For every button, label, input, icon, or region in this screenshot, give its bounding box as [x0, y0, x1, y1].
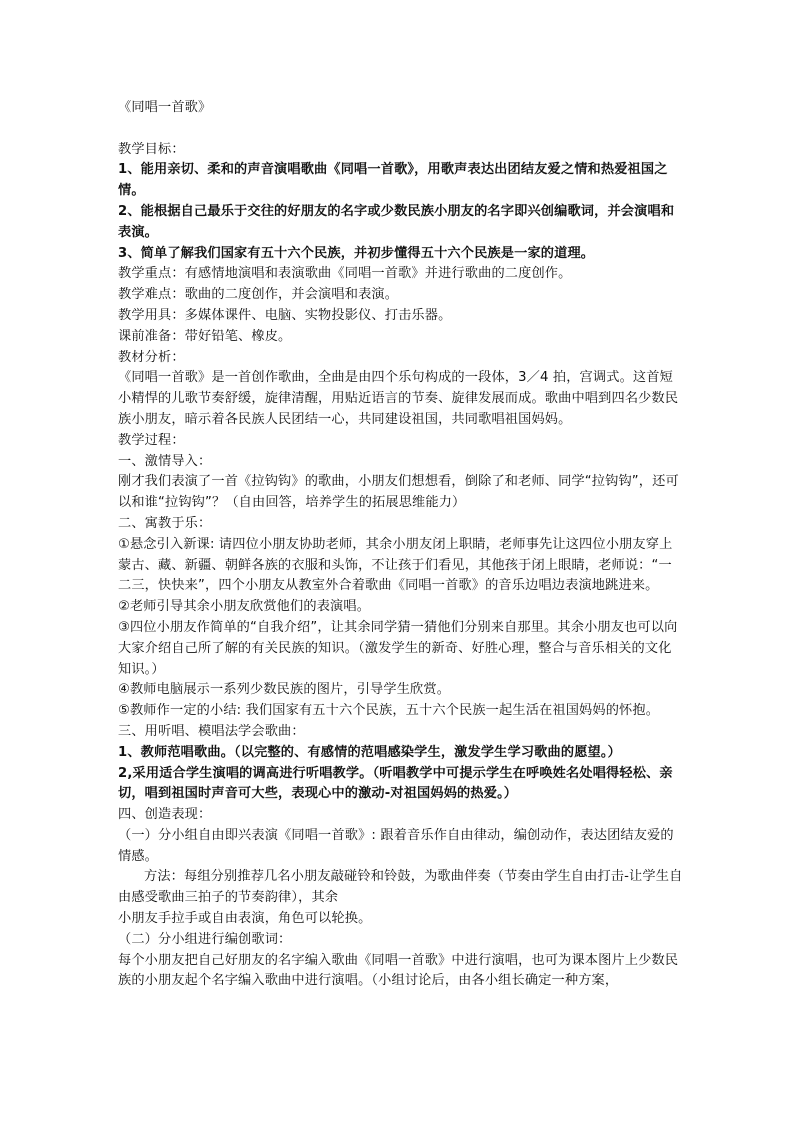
- step-2-item-4: ④教师电脑展示一系列少数民族的图片，引导学生欣赏。: [118, 682, 451, 698]
- step-4-part-2-text: 每个小朋友把自己好朋友的名字编入歌曲《同唱一首歌》中进行演唱，也可为课本图片上少数民族的小朋友起个名字编入歌曲中进行演唱。（小组讨论后，由各小组长确定一种方案，: [118, 952, 679, 989]
- step-2-item-2: ②老师引导其余小朋友欣赏他们的表演唱。: [118, 599, 371, 615]
- step-1-heading: 一、激情导入：: [118, 453, 212, 469]
- step-4-part-2: （二）分小组进行编创歌词：: [118, 931, 292, 947]
- objective-3: 3、简单了解我们国家有五十六个民族，并初步懂得五十六个民族是一家的道理。: [118, 245, 595, 261]
- step-3-item-1: 1、教师范唱歌曲。（以完整的、有感情的范唱感染学生，激发学生学习歌曲的愿望。）: [118, 744, 621, 760]
- objective-2: 2、能根据自己最乐于交往的好朋友的名字或少数民族小朋友的名字即兴创编歌词，并会演唱和表演。: [118, 203, 675, 240]
- class-preparation: 课前准备：带好铅笔、橡皮。: [118, 328, 292, 344]
- teaching-focus: 教学重点：有感情地演唱和表演歌曲《同唱一首歌》并进行歌曲的二度创作。: [118, 266, 572, 282]
- section-heading-material-analysis: 教材分析：: [118, 349, 185, 365]
- teaching-difficulty: 教学难点：歌曲的二度创作，并会演唱和表演。: [118, 287, 399, 303]
- step-2-item-3: ③四位小朋友作简单的“自我介绍”，让其余同学猜一猜他们分别来自那里。其余小朋友也可以向大家介绍自己所了解的有关民族的知识。（激发学生的新奇、好胜心理，整合与音乐相关的文化知识。）: [118, 619, 678, 677]
- section-heading-process: 教学过程：: [118, 432, 185, 448]
- material-analysis-text: 《同唱一首歌》是一首创作歌曲，全曲是由四个乐句构成的一段体，3／4 拍，宫调式。这首短小精悍的儿歌节奏舒缓，旋律清醒，用贴近语言的节奏、旋律发展而成。歌曲中唱到四名少数民族小朋友，暗示着各民族人民团结一心，共同建设祖国，共同歌唱祖国妈妈。: [118, 370, 679, 427]
- section-heading-objectives: 教学目标：: [118, 141, 185, 157]
- step-4-part-1: （一）分小组自由即兴表演《同唱一首歌》: 跟着音乐作自由律动，编创动作，表达团结友爱的情感。: [118, 827, 674, 864]
- step-2-item-1: ①悬念引入新课: 请四位小朋友协助老师，其余小朋友闭上职睛，老师事先让这四位小朋友穿上蒙古、藏、新疆、朝鲜各族的衣服和头饰，不让孩于们看见，其他孩于闭上眼睛，老师说：“一二三，快快来”，四个小朋友从教室外合着歌曲《同唱一首歌》的音乐边唱边表演地跳进来。: [118, 536, 673, 594]
- step-2-item-5: ⑤教师作一定的小结: 我们国家有五十六个民族，五十六个民族一起生活在祖国妈妈的怀抱。: [118, 703, 660, 719]
- step-2-heading: 二、寓教于乐：: [118, 515, 212, 531]
- step-4-heading: 四、创造表现：: [118, 807, 212, 823]
- step-3-item-2: 2,采用适合学生演唱的调高进行听唱教学。（听唱教学中可提示学生在呼唤姓名处唱得轻松、亲切，唱到祖国时声音可大些，表现心中的激动-对祖国妈妈的热爱。）: [118, 765, 673, 802]
- step-1-text: 刚才我们表演了一首《拉钩钩》的歌曲，小朋友们想想看，倒除了和老师、同学“拉钩钩”，还可以和谁“拉钩钩”？（自由回答，培养学生的拓展思维能力）: [118, 474, 679, 511]
- document-title: 《同唱一首歌》: [118, 100, 212, 115]
- step-3-heading: 三、用听唱、模唱法学会歌曲：: [118, 723, 305, 739]
- objective-1: 1、能用亲切、柔和的声音演唱歌曲《同唱一首歌》，用歌声表达出团结友爱之情和热爱祖国之情。: [118, 162, 668, 199]
- step-4-method-continued: 小朋友手拉手或自由表演，角色可以轮换。: [118, 911, 372, 927]
- step-4-method: 方法：每组分别推荐几名小朋友敲碰铃和铃鼓，为歌曲伴奏（节奏由学生自由打击-让学生自由感受歌曲三拍子的节奏韵律），其余: [118, 869, 683, 906]
- teaching-tools: 教学用具：多媒体课件、电脑、实物投影仪、打击乐器。: [118, 307, 452, 323]
- document-body: [118, 98, 684, 992]
